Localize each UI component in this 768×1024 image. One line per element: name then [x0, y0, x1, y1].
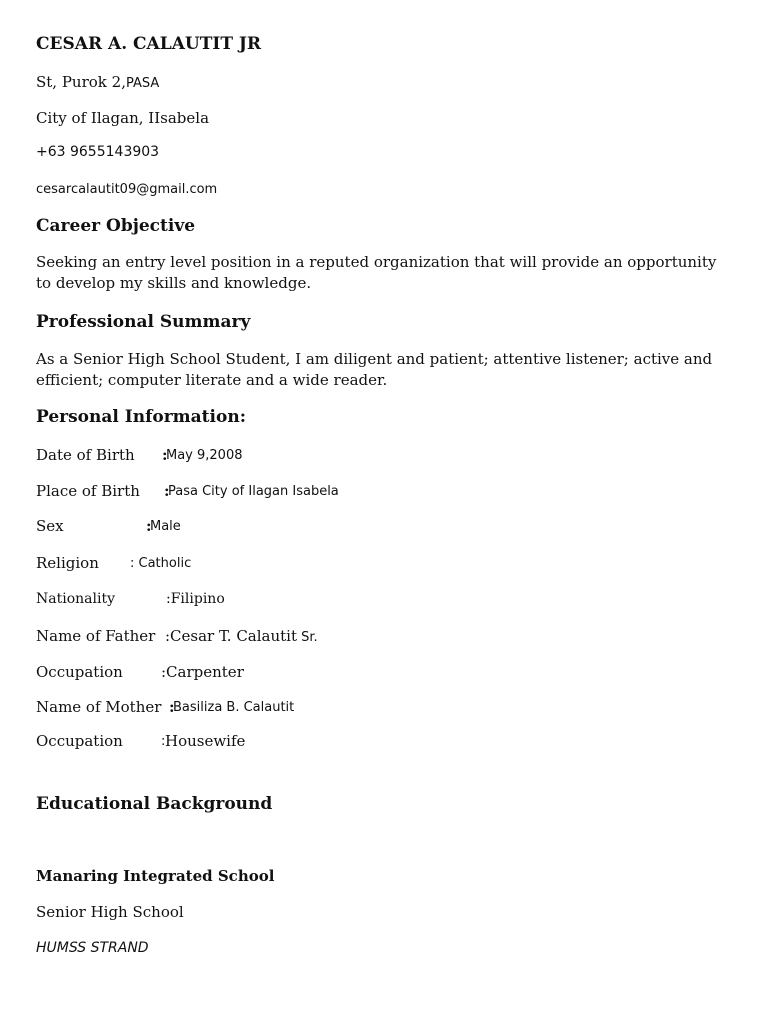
career-objective-text: Seeking an entry level position in a reputed organization that will provide an opportunity to develop my skills and knowledge. [36, 253, 717, 292]
place-of-birth-value: Pasa City of Ilagan Isabela [168, 484, 339, 499]
professional-summary-heading: Professional Summary [36, 312, 251, 332]
nationality-label: Nationality [36, 591, 115, 607]
sex-label: Sex [36, 517, 64, 535]
school-level: Senior High School [36, 903, 184, 921]
mother-occupation-separator: : [161, 734, 166, 749]
address-barangay: PASA [125, 76, 160, 91]
personal-information-heading: Personal Information: [36, 407, 246, 427]
school-name: Manaring Integrated School [36, 867, 275, 885]
mother-label: Name of Mother [36, 698, 162, 716]
religion-value: : Catholic [130, 556, 192, 571]
mother-separator: : [169, 698, 175, 716]
sex-value: Male [150, 519, 181, 534]
father-occupation-label: Occupation [36, 663, 123, 681]
father-occupation-value: :Carpenter [161, 663, 244, 681]
father-value [165, 627, 318, 647]
address-line-2: City of Ilagan, IIsabela [36, 109, 210, 127]
mother-occupation-row [36, 732, 636, 750]
sex-row [36, 517, 636, 535]
nationality-value: :Filipino [166, 591, 225, 607]
religion-row [36, 554, 636, 572]
date-of-birth-value: May 9,2008 [166, 448, 243, 463]
nationality-row [36, 590, 636, 608]
place-of-birth-label: Place of Birth [36, 482, 140, 500]
mother-value: Basiliza B. Calautit [173, 700, 295, 715]
place-of-birth-row [36, 482, 636, 500]
father-row [36, 627, 636, 645]
address-street: St, Purok 2, [36, 73, 126, 91]
email-address: cesarcalautit09@gmail.com [36, 182, 218, 197]
address-line-1 [36, 73, 159, 93]
professional-summary-text: As a Senior High School Student, I am diligent and patient; attentive listener; active and efficient; computer literate and a wide reader. [36, 350, 713, 389]
educational-background-heading: Educational Background [36, 794, 273, 814]
religion-label: Religion [36, 554, 99, 572]
father-occupation-row [36, 663, 636, 681]
date-of-birth-separator: : [162, 446, 168, 464]
mother-row [36, 698, 636, 716]
date-of-birth-row [36, 446, 636, 464]
mother-occupation-label: Occupation [36, 732, 123, 750]
father-name: :Cesar T. Calautit [165, 627, 297, 645]
applicant-name: CESAR A. CALAUTIT JR [36, 34, 262, 54]
phone-number: +63 9655143903 [36, 144, 160, 160]
father-label: Name of Father [36, 627, 156, 645]
place-of-birth-separator: : [164, 482, 170, 500]
date-of-birth-label: Date of Birth [36, 446, 135, 464]
career-objective-heading: Career Objective [36, 216, 196, 236]
sex-separator: : [146, 517, 152, 535]
father-suffix: Sr. [297, 630, 318, 645]
strand: HUMSS STRAND [36, 940, 149, 956]
mother-occupation-value: Housewife [165, 732, 246, 750]
